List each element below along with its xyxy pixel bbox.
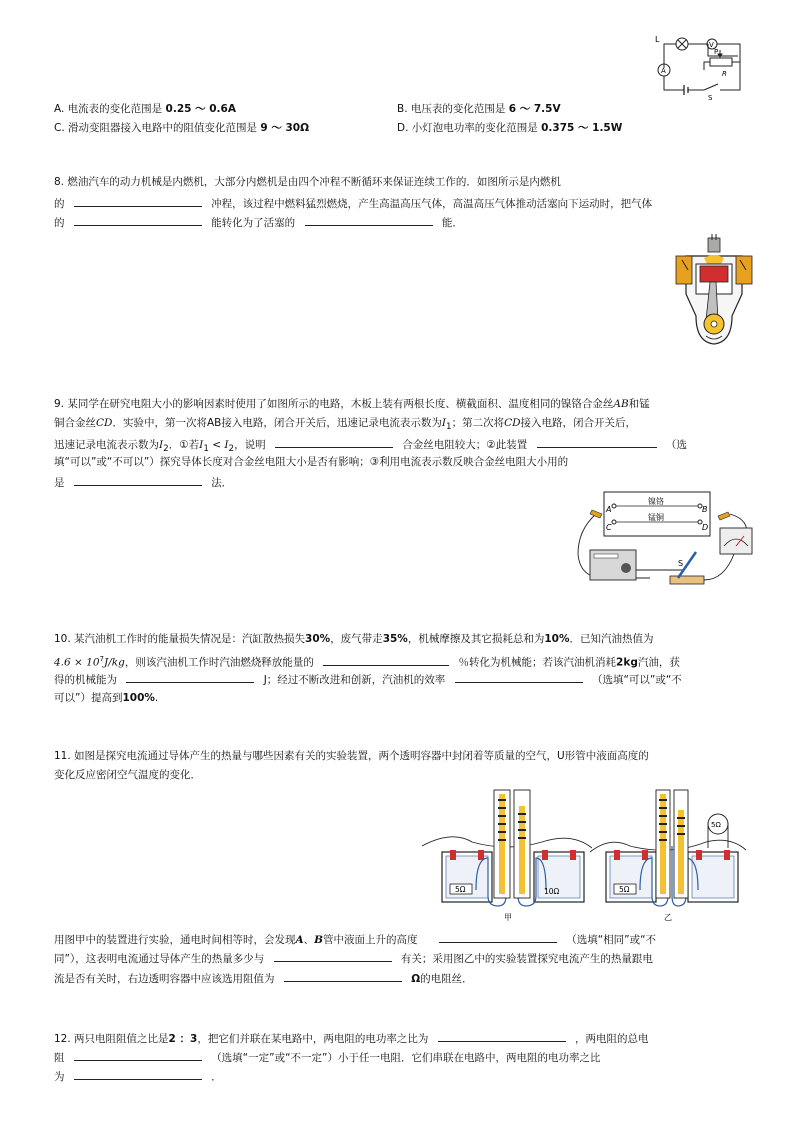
q11-blank-height[interactable] — [439, 931, 557, 943]
q7-option-c-prefix: C. 滑动变阻器接入电路中的阻值变化范围是 — [54, 122, 258, 134]
q12-text: （选填“一定”或“不一定”）小于任一电阻．它们串联在电路中，两电阻的电功率之比 — [211, 1052, 601, 1064]
q10-text: ，废气带走 — [330, 633, 383, 645]
q7-option-d-prefix: D. 小灯泡电功率的变化范围是 — [397, 122, 538, 134]
q9-text: 合金丝电阻较大；②此装置 — [402, 439, 528, 451]
q10-text: 汽油，获 — [637, 656, 680, 669]
q9-text: （选 — [665, 439, 687, 451]
fig-jia-resistor-5: 5Ω — [455, 885, 466, 894]
fig-yi-caption: 乙 — [664, 913, 672, 922]
q10-value: 30% — [305, 633, 331, 645]
q12-line-3 — [54, 1068, 222, 1084]
q11-text: 、 — [303, 934, 315, 946]
q12-text: 12. 两只电阻阻值之比是 — [54, 1033, 169, 1045]
q11-text: 的电阻丝． — [420, 973, 473, 985]
q10-text: J；经过不断改进和创新，汽油机的效率 — [263, 674, 446, 686]
q9-var-i2: I — [159, 439, 164, 451]
board-label-a: A — [606, 505, 612, 514]
q9-line-3 — [54, 436, 687, 456]
q9-var-i1: I — [441, 417, 446, 429]
q11-figure-jia — [422, 786, 592, 926]
q10-text: ，则该汽油机工作时汽油燃烧释放能量的 — [124, 656, 314, 669]
q12-text: ，两电阻的总电 — [575, 1033, 649, 1045]
q10-line-1 — [54, 632, 653, 646]
board-label-c: C — [606, 523, 612, 532]
q12-ratio: 2 ：3 — [168, 1033, 198, 1045]
q10-text: 10. 某汽油机工作时的能量损失情况是：汽缸散热损失 — [54, 633, 306, 645]
fig-yi-resistor-5: 5Ω — [619, 885, 630, 894]
switch-label-s: S — [678, 559, 684, 568]
q9-var-i: I — [224, 439, 229, 451]
q11-line-3 — [54, 931, 656, 947]
q8-line-3 — [54, 214, 463, 230]
q8-blank-energy-to[interactable] — [305, 214, 433, 226]
q9-var-ab: AB — [613, 398, 629, 410]
q10-blank-can[interactable] — [455, 671, 583, 683]
q9-blank-method[interactable] — [74, 474, 202, 486]
q9-text: 接入电路，闭合开关后， — [520, 417, 637, 429]
q7-option-d[interactable] — [397, 121, 622, 135]
q12-text: ，把它们并联在某电路中，两电阻的电功率之比为 — [197, 1033, 429, 1045]
circuit-label-V: V — [709, 41, 714, 49]
q12-line-1 — [54, 1030, 649, 1046]
q8-line-1: 8. 燃油汽车的动力机械是内燃机，大部分内燃机是由四个冲程不断循环来保证连续工作的．如图所示是内燃机 — [54, 176, 561, 188]
q9-text: ．实验中，第一次将AB接入电路，闭合开关后，迅速记录电流表示数为 — [112, 417, 442, 429]
q7-option-c-value: 9 ～ 30Ω — [260, 122, 310, 134]
q12-blank-parallel-ratio[interactable] — [438, 1030, 566, 1042]
q9-sub: 1 — [203, 444, 209, 455]
fig-jia-resistor-10: 10Ω — [544, 887, 560, 896]
q10-blank-percent[interactable] — [323, 654, 449, 666]
q12-blank-series-ratio[interactable] — [74, 1068, 202, 1080]
q10-text: （选填“可以”或“不 — [591, 674, 682, 686]
q10-text: ，机械摩擦及其它损耗总和为 — [407, 633, 545, 645]
circuit-label-P: P — [714, 48, 719, 56]
q12-line-2 — [54, 1049, 600, 1065]
q9-var-cd: CD — [504, 417, 521, 429]
q11-blank-factor[interactable] — [274, 950, 392, 962]
q9-line-2 — [54, 416, 636, 434]
q11-tube-b: B — [314, 934, 324, 946]
q11-figure-yi — [590, 786, 750, 926]
fig-yi-resistor-outside: 5Ω — [711, 821, 721, 829]
q11-unit-ohm: Ω — [411, 973, 421, 985]
board-label-b: B — [702, 505, 708, 514]
q12-blank-total-resistance[interactable] — [74, 1049, 202, 1061]
q7-option-b-prefix: B. 电压表的变化范围是 — [397, 103, 506, 115]
circuit-label-S: S — [708, 94, 713, 102]
q8-text: 能转化为了活塞的 — [211, 217, 296, 229]
q12-text: 阻 — [54, 1052, 65, 1064]
q12-text: 为 — [54, 1071, 65, 1083]
q9-text: ．①若 — [168, 439, 200, 451]
board-label-nichrome: 镍铬 — [648, 497, 664, 506]
q8-text: 能． — [441, 217, 463, 229]
q11-line-5 — [54, 970, 473, 986]
q11-text: 有关；采用图乙中的实验装置探究电流产生的热量跟电 — [400, 953, 653, 965]
q10-text: ％转化为机械能；若该汽油机消耗 — [458, 656, 617, 669]
q9-text: < — [208, 439, 225, 451]
q9-sub: 1 — [446, 422, 452, 433]
q10-line-2 — [54, 652, 680, 670]
q9-blank-can[interactable] — [537, 436, 657, 448]
fig-jia-caption: 甲 — [504, 913, 512, 922]
circuit-label-A: A — [661, 67, 666, 75]
q9-text: 铜合金丝 — [54, 417, 96, 429]
q8-blank-energy-from[interactable] — [74, 214, 202, 226]
q8-text: 的 — [54, 217, 65, 229]
q7-option-a[interactable] — [54, 102, 236, 116]
q11-text: 管中液面上升的高度 — [323, 934, 418, 946]
q10-text: 得的机械能为 — [54, 674, 117, 686]
q10-value: 10% — [544, 633, 570, 645]
q8-text: 的 — [54, 198, 65, 210]
q9-sub: 2 — [163, 444, 169, 455]
q9-text: 9. 某同学在研究电阻大小的影响因素时使用了如图所示的电路，木板上装有两根长度、横截面积、温度相同的镍铬合金丝 — [54, 398, 614, 410]
board-label-d: D — [702, 523, 709, 532]
q8-line-2 — [54, 195, 652, 211]
q10-value: 100% — [122, 692, 155, 704]
q10-text: 可以”）提高到 — [54, 692, 123, 704]
q10-value: 35% — [382, 633, 408, 645]
q9-text: 是 — [54, 477, 65, 489]
q7-option-d-value: 0.375 ～ 1.5W — [541, 122, 623, 134]
q9-text: ，说明 — [234, 439, 266, 451]
q11-text: 同”），这表明电流通过导体产生的热量多少与 — [54, 953, 265, 965]
q7-option-a-prefix: A. 电流表的变化范围是 — [54, 103, 163, 115]
q8-text: 冲程，该过程中燃料猛烈燃烧，产生高温高压气体，高温高压气体推动活塞向下运动时，把气体 — [211, 198, 653, 210]
q10-text: . — [154, 692, 159, 704]
q9-text: 和锰 — [628, 398, 650, 410]
board-label-manganin: 锰铜 — [648, 513, 664, 522]
q9-text: 法． — [211, 477, 233, 489]
q7-circuit-figure — [652, 30, 752, 102]
q7-option-b[interactable] — [397, 102, 561, 116]
q10-blank-work[interactable] — [126, 671, 254, 683]
q9-text: 迅速记录电流表示数为 — [54, 439, 159, 451]
q7-option-b-value: 6 ～ 7.5V — [508, 103, 561, 115]
q11-line-1: 11. 如图是探究电流通过导体产生的热量与哪些因素有关的实验装置，两个透明容器中封闭着等质量的空气，U形管中液面高度的 — [54, 750, 649, 762]
q9-line-1 — [54, 397, 650, 411]
q9-text: ；第二次将 — [451, 417, 505, 429]
q11-text: 用图甲中的装置进行实验，通电时间相等时，会发现 — [54, 934, 296, 946]
q11-line-2: 变化反应密闭空气温度的变化． — [54, 769, 201, 781]
q9-line-5 — [54, 474, 232, 490]
q9-var-cd: CD — [96, 417, 113, 429]
q11-tube-a: A — [295, 934, 304, 946]
q10-line-3 — [54, 671, 682, 687]
q11-blank-resistance[interactable] — [284, 970, 402, 982]
q10-text: ．已知汽油热值为 — [569, 633, 654, 645]
q9-line-4: 填“可以”或“不可以”）探究导体长度对合金丝电阻大小是否有影响；③利用电流表示数反映合金丝电阻大小用的 — [54, 456, 569, 468]
q8-engine-figure — [674, 234, 754, 354]
q7-option-a-value: 0.25 ～ 0.6A — [165, 103, 236, 115]
circuit-label-R: R — [722, 70, 727, 78]
q11-line-4 — [54, 950, 653, 966]
q9-sub: 2 — [228, 444, 235, 455]
q9-blank-alloy[interactable] — [275, 436, 393, 448]
q7-option-c[interactable] — [54, 121, 309, 135]
q10-unit: J/kg — [104, 656, 125, 669]
q11-text: （选填“相同”或“不 — [566, 934, 657, 946]
q9-circuit-figure — [574, 490, 756, 592]
q10-heat-value: 4.6 × 10 — [54, 656, 100, 669]
q9-var-i: I — [199, 439, 204, 451]
q11-text: 流是否有关时，右边透明容器中应该选用阻值为 — [54, 973, 275, 985]
q8-blank-stroke[interactable] — [74, 195, 202, 207]
circuit-label-L: L — [655, 35, 660, 44]
q10-line-4 — [54, 691, 158, 705]
q10-value: 2kg — [616, 656, 638, 669]
q10-exp: 7 — [99, 655, 105, 663]
q12-text: ． — [211, 1071, 222, 1083]
